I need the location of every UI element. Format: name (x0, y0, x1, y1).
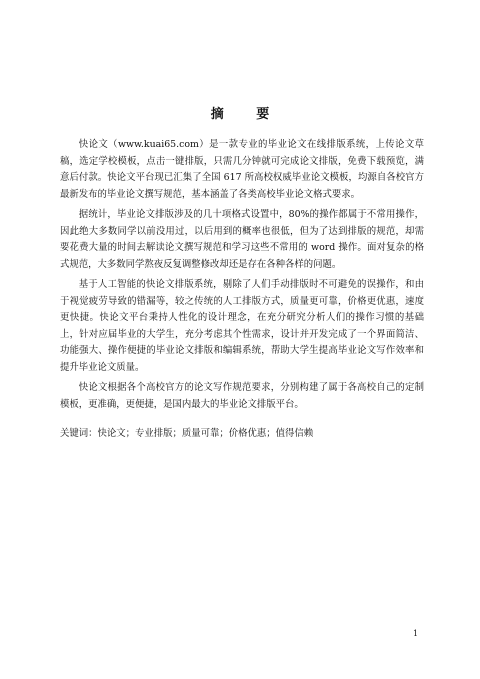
abstract-paragraph-2: 据统计，毕业论文排版涉及的几十项格式设置中，80%的操作都属于不常用操作，因此绝大多数同学以前没用过，以后用到的概率也很低，但为了达到排版的规范，却需要花费大量的时间去解读论文撰写规范和学习这些不常用的 word 操作。面对复杂的格式规范，大多数同学熬夜反复调整修改却还是存在各种各样的问题。 (60, 209, 424, 270)
keywords-line: 关键词：快论文；专业排版；质量可靠；价格优惠；值得信赖 (60, 428, 314, 439)
abstract-body (60, 137, 424, 443)
abstract-paragraph-4: 快论文根据各个高校官方的论文写作规范要求，分别构建了属于各高校自己的定制模板，更准确，更便捷，是国内最大的毕业论文排版平台。 (60, 382, 424, 410)
abstract-paragraph-1: 快论文（www.kuai65.com）是一款专业的毕业论文在线排版系统，上传论文草稿，选定学校模板，点击一键排版，只需几分钟就可完成论文排版，免费下载预览，满意后付款。快论文平台现已汇集了全国 617 所高校权威毕业论文模板，均源自各校官方最新发布的毕业论文撰写规范，基本涵盖了各类高校毕业论文格式要求。 (60, 139, 424, 200)
page-number: 1 (413, 629, 419, 638)
abstract-title: 摘 要 (210, 107, 284, 122)
abstract-paragraph-3: 基于人工智能的快论文排版系统，剔除了人们手动排版时不可避免的误操作，和由于视觉疲劳导致的错漏等，较之传统的人工排版方式，质量更可靠，价格更优惠，速度更快捷。快论文平台秉持人性化的设计理念，在充分研究分析人们的操作习惯的基础上，针对应届毕业的大学生，充分考虑其个性需求，设计并开发完成了一个界面简洁、功能强大、操作便捷的毕业论文排版和编辑系统，帮助大学生提高毕业论文写作效率和提升毕业论文质量。 (60, 279, 424, 373)
